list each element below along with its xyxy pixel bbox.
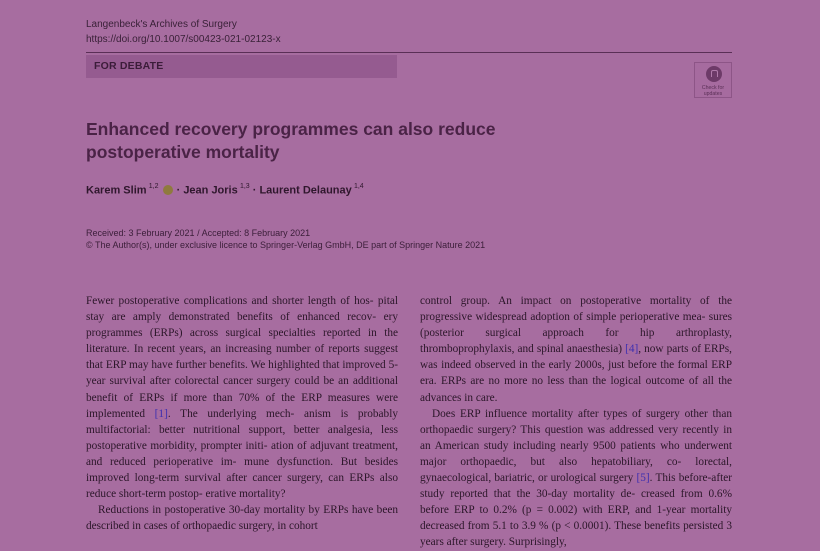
journal-name: Langenbeck's Archives of Surgery — [86, 19, 237, 30]
received-accepted: Received: 3 February 2021 / Accepted: 8 February 2021 — [86, 228, 311, 238]
reference-link[interactable]: [1] — [154, 407, 168, 420]
crossmark-line2: updates — [703, 91, 723, 97]
header-rule — [86, 52, 732, 53]
author-affiliation: 1,3 — [239, 183, 250, 190]
paragraph: control group. An impact on postoperative mortality of the progressive widespread adoption of simple perioperative mea- sures (posterior surgical approach for hip arthroplasty, thromboprophylaxis, and spinal anaesthesia) [4], now parts of ERPs, was indeed observed in the early 2000s, just before the formal ERP era. ERPs are no more no less than the logical outcome of all the advances in care. — [420, 295, 733, 404]
crossmark-line1: Check for — [701, 85, 725, 91]
copyright-line: © The Author(s), under exclusive licence to Springer-Verlag GmbH, DE part of Springer Nature 2021 — [86, 240, 486, 250]
article-title — [86, 118, 686, 164]
orcid-icon[interactable] — [163, 185, 173, 195]
left-column — [86, 293, 398, 534]
doi-link[interactable]: https://doi.org/10.1007/s00423-021-02123-x — [86, 34, 281, 45]
article-dates — [86, 227, 485, 251]
paragraph: Does ERP influence mortality after types of surgery other than orthopaedic surgery? This question was addressed very recently in an American study including nearly 9500 patients who underwent major orthopaedic, but also hepatobiliary, co- lorectal, gynaecological, bariatric, or urological surgery [5]. This before-after study reported that the 30-day mortality de- creased from 0.6% before ERP to 0.2% (p = 0.002) with ERP, and 1-year mortality decreased from 5.1 to 3.9 % (p < 0.0001). These benefits persisted 3 years after surgery. Surprisingly, — [420, 407, 733, 549]
author-affiliation: 1,4 — [353, 183, 364, 190]
author-name[interactable]: Laurent Delaunay — [259, 184, 352, 197]
check-for-updates-button[interactable] — [694, 62, 732, 98]
author-list: Karem Slim $^{1,2}$ · Jean Joris $^{1,3}$ · Laurent Delaunay $^{1,4}$ — [86, 183, 364, 197]
right-column — [420, 293, 732, 551]
reference-link[interactable]: [4] — [625, 343, 639, 356]
paragraph: Fewer postoperative complications and shorter length of hos- pital stay are amply demonstrated benefits of enhanced recov- ery programmes (ERPs) across surgical specialties reported in the literature. In recent years, an increasing number of reports suggest that ERP may have further benefits. We highlighted that improved 5-year survival after colorectal cancer surgery could be an additional benefit of ERPs if more than 70% of the ERP measures were implemented [1]. The underlying mech- anism is probably multifactorial: better nutritional support, better analgesia, less postoperative morbidity, prompter initi- ation of adjuvant treatment, and reduced perioperative im- mune dysfunction. But besides improved long-term survival after cancer surgery, can ERPs also reduce short-term postop- erative mortality? — [86, 295, 399, 501]
paragraph: Reductions in postoperative 30-day mortality by ERPs have been described in cases of orthopaedic surgery, in cohort — [86, 504, 398, 533]
reference-link[interactable]: [5] — [636, 472, 650, 485]
author-name[interactable]: Karem Slim — [86, 184, 147, 197]
check-for-updates-icon — [706, 66, 722, 82]
author-name[interactable]: Jean Joris — [183, 184, 238, 197]
author-affiliation: 1,2 — [148, 183, 159, 190]
journal-header — [86, 17, 281, 47]
title-line: Enhanced recovery programmes can also reduce — [86, 119, 496, 139]
title-line: postoperative mortality — [86, 142, 280, 162]
section-label: FOR DEBATE — [94, 60, 164, 72]
